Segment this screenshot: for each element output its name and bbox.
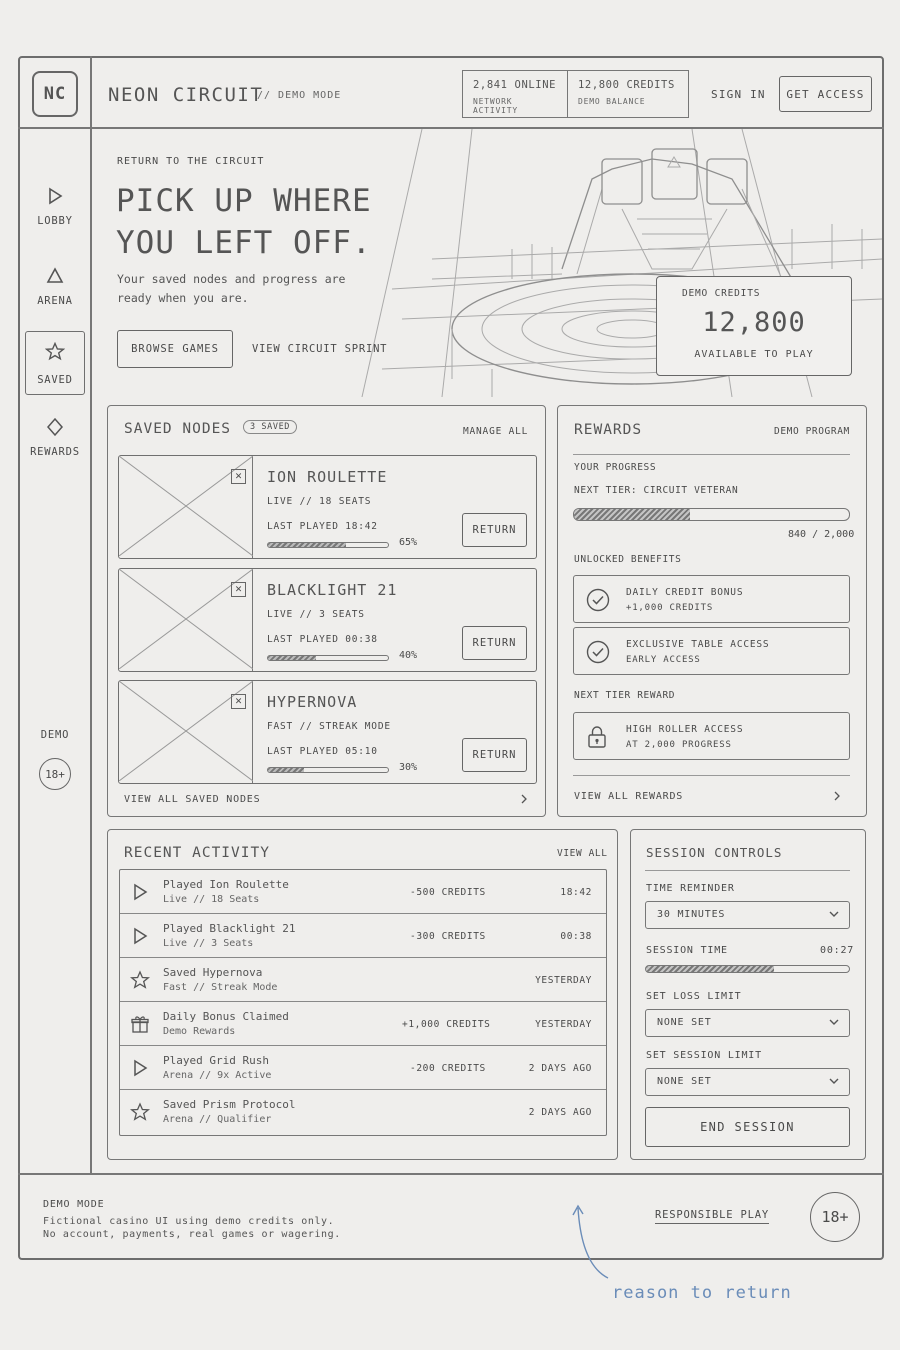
- sign-in-link[interactable]: SIGN IN: [711, 88, 766, 101]
- diamond-icon: [22, 414, 88, 440]
- age-badge: 18+: [39, 758, 71, 790]
- play-icon: [130, 926, 150, 946]
- sidebar-item-rewards[interactable]: [22, 414, 88, 458]
- chevron-down-icon: [829, 1018, 839, 1026]
- activity-sub: Arena // 9x Active: [163, 1070, 272, 1081]
- next-tier-label: NEXT TIER: CIRCUIT VETERAN: [574, 485, 739, 496]
- star-icon: [130, 1102, 150, 1122]
- annotation-text: reason to return: [612, 1283, 792, 1303]
- next-reward-card: [573, 712, 850, 760]
- hero-headline: PICK UP WHERE YOU LEFT OFF.: [116, 183, 372, 261]
- saved-node-card[interactable]: [118, 455, 537, 559]
- chevron-down-icon: [829, 1077, 839, 1085]
- next-reward-title: HIGH ROLLER ACCESS: [626, 724, 744, 735]
- remove-node-icon[interactable]: ✕: [231, 582, 246, 597]
- activity-amount: +1,000 CREDITS: [402, 1019, 491, 1030]
- activity-time: 2 DAYS AGO: [528, 1063, 592, 1074]
- rewards-divider: [573, 454, 850, 455]
- session-time-bar: [645, 965, 850, 973]
- play-icon: [130, 1058, 150, 1078]
- rewards-footer-divider: [573, 775, 850, 776]
- session-limit-label: SET SESSION LIMIT: [646, 1050, 762, 1061]
- node-sub: FAST // STREAK MODE: [267, 721, 391, 732]
- rewards-progress-label: 840 / 2,000: [788, 529, 855, 540]
- activity-title: Played Grid Rush: [163, 1054, 269, 1067]
- brand-mode: // DEMO MODE: [257, 90, 342, 101]
- node-sub: LIVE // 3 SEATS: [267, 609, 365, 620]
- node-progress-fill: [268, 543, 346, 547]
- activity-sub: Arena // Qualifier: [163, 1114, 272, 1125]
- session-controls-title: SESSION CONTROLS: [646, 845, 783, 860]
- saved-nodes-title: SAVED NODES: [124, 421, 232, 437]
- activity-time: 00:38: [560, 931, 592, 942]
- view-all-saved-link[interactable]: VIEW ALL SAVED NODES: [124, 794, 261, 805]
- time-reminder-label: TIME REMINDER: [646, 883, 735, 894]
- activity-amount: -200 CREDITS: [410, 1063, 486, 1074]
- benefit-detail: +1,000 CREDITS: [626, 603, 714, 613]
- session-time-value: 00:27: [820, 945, 855, 956]
- benefit-detail: EARLY ACCESS: [626, 655, 701, 665]
- online-stat: [462, 70, 568, 118]
- node-progress-fill: [268, 768, 304, 772]
- credits-card-value: 12,800: [702, 307, 806, 338]
- online-value: 2,841 ONLINE: [473, 79, 557, 91]
- online-label: NETWORK ACTIVITY: [473, 97, 518, 115]
- session-time-label: SESSION TIME: [646, 945, 728, 956]
- sidebar-item-label: LOBBY: [37, 215, 73, 227]
- activity-amount: -500 CREDITS: [410, 887, 486, 898]
- activity-title: Daily Bonus Claimed: [163, 1010, 289, 1023]
- next-reward-detail: AT 2,000 PROGRESS: [626, 740, 732, 750]
- footer-mode: DEMO MODE: [43, 1199, 105, 1210]
- node-progress-bar: [267, 767, 389, 773]
- activity-time: YESTERDAY: [535, 975, 592, 986]
- manage-all-link[interactable]: MANAGE ALL: [463, 426, 529, 437]
- time-reminder-value: 30 MINUTES: [657, 909, 726, 920]
- chevron-right-icon[interactable]: [833, 791, 841, 801]
- activity-row[interactable]: [120, 870, 606, 914]
- node-name: ION ROULETTE: [267, 468, 388, 486]
- play-icon: [130, 882, 150, 902]
- time-reminder-select[interactable]: [645, 901, 850, 929]
- end-session-button[interactable]: END SESSION: [645, 1107, 850, 1147]
- activity-row[interactable]: [120, 1090, 606, 1134]
- annotation-arrow: [568, 1200, 618, 1282]
- credits-stat: [567, 70, 689, 118]
- node-last-played: LAST PLAYED 18:42: [267, 521, 378, 532]
- return-button[interactable]: RETURN: [462, 513, 527, 547]
- demo-credits-card: [656, 276, 852, 376]
- unlocked-benefits-heading: UNLOCKED BENEFITS: [574, 554, 682, 565]
- activity-row[interactable]: [120, 958, 606, 1002]
- node-last-played: LAST PLAYED 05:10: [267, 746, 378, 757]
- browse-games-button[interactable]: BROWSE GAMES: [117, 330, 233, 368]
- activity-time: 2 DAYS AGO: [528, 1107, 592, 1118]
- node-last-played: LAST PLAYED 00:38: [267, 634, 378, 645]
- footer-note-1: Fictional casino UI using demo credits only.: [43, 1216, 335, 1227]
- hero-eyebrow: RETURN TO THE CIRCUIT: [117, 156, 265, 167]
- chevron-down-icon: [829, 910, 839, 918]
- loss-limit-select[interactable]: [645, 1009, 850, 1037]
- remove-node-icon[interactable]: ✕: [231, 694, 246, 709]
- loss-limit-value: NONE SET: [657, 1017, 712, 1028]
- activity-row[interactable]: [120, 1046, 606, 1090]
- rewards-title: REWARDS: [574, 422, 643, 438]
- star-icon: [26, 342, 84, 361]
- activity-time: 18:42: [560, 887, 592, 898]
- footer-note-2: No account, payments, real games or wagering.: [43, 1229, 341, 1240]
- sidebar-item-label: SAVED: [37, 374, 73, 386]
- node-progress-bar: [267, 542, 389, 548]
- rewards-progress-bar: [573, 508, 850, 521]
- get-access-button[interactable]: GET ACCESS: [779, 76, 872, 112]
- your-progress-label: YOUR PROGRESS: [574, 462, 657, 473]
- check-circle-icon: [586, 640, 610, 664]
- node-progress-label: 40%: [399, 650, 418, 661]
- view-all-rewards-link[interactable]: VIEW ALL REWARDS: [574, 791, 684, 802]
- brand-name: NEON CIRCUIT: [108, 84, 264, 106]
- triangle-icon: [22, 263, 88, 289]
- rewards-program: DEMO PROGRAM: [774, 426, 850, 437]
- node-progress-bar: [267, 655, 389, 661]
- node-progress-label: 30%: [399, 762, 418, 773]
- chevron-right-icon[interactable]: [520, 794, 528, 804]
- activity-row[interactable]: [120, 914, 606, 958]
- node-progress-label: 65%: [399, 537, 418, 548]
- benefit-card: [573, 575, 850, 623]
- check-circle-icon: [586, 588, 610, 612]
- footer-divider: [18, 1173, 884, 1175]
- gift-icon: [130, 1014, 150, 1034]
- saved-node-card[interactable]: [118, 680, 537, 784]
- activity-sub: Demo Rewards: [163, 1026, 236, 1037]
- activity-row[interactable]: [120, 1002, 606, 1046]
- saved-count-badge: 3 SAVED: [243, 420, 297, 434]
- activity-time: YESTERDAY: [535, 1019, 592, 1030]
- activity-sub: Live // 3 Seats: [163, 938, 254, 949]
- loss-limit-label: SET LOSS LIMIT: [646, 991, 742, 1002]
- activity-view-all-link[interactable]: VIEW ALL: [557, 848, 608, 859]
- logo[interactable]: NC: [32, 71, 78, 117]
- saved-node-card[interactable]: [118, 568, 537, 672]
- recent-activity-title: RECENT ACTIVITY: [124, 845, 270, 861]
- rewards-progress-fill: [574, 509, 690, 520]
- benefit-card: [573, 627, 850, 675]
- lock-icon: [587, 725, 607, 749]
- benefit-title: DAILY CREDIT BONUS: [626, 587, 744, 598]
- credits-card-label: DEMO CREDITS: [682, 288, 761, 299]
- remove-node-icon[interactable]: ✕: [231, 469, 246, 484]
- benefit-title: EXCLUSIVE TABLE ACCESS: [626, 639, 770, 650]
- activity-title: Saved Prism Protocol: [163, 1098, 296, 1111]
- return-button[interactable]: RETURN: [462, 626, 527, 660]
- sidebar-item-saved[interactable]: [25, 331, 85, 395]
- session-limit-select[interactable]: [645, 1068, 850, 1096]
- node-name: BLACKLIGHT 21: [267, 581, 398, 599]
- credits-label: DEMO BALANCE: [578, 97, 646, 106]
- next-tier-reward-heading: NEXT TIER REWARD: [574, 690, 676, 701]
- credits-value: 12,800 CREDITS: [578, 79, 675, 91]
- return-button[interactable]: RETURN: [462, 738, 527, 772]
- activity-amount: -300 CREDITS: [410, 931, 486, 942]
- hero-lede: Your saved nodes and progress are ready when you are.: [117, 272, 346, 305]
- activity-title: Saved Hypernova: [163, 966, 263, 979]
- node-name: HYPERNOVA: [267, 693, 358, 711]
- node-sub: LIVE // 18 SEATS: [267, 496, 372, 507]
- sidebar-item-lobby[interactable]: [22, 183, 88, 227]
- sidebar-item-arena[interactable]: [22, 263, 88, 307]
- activity-sub: Fast // Streak Mode: [163, 982, 278, 993]
- credits-card-caption: AVAILABLE TO PLAY: [694, 349, 814, 360]
- sidebar-item-label: ARENA: [37, 295, 73, 307]
- sidebar-item-label: REWARDS: [30, 446, 80, 458]
- session-divider: [645, 870, 850, 871]
- footer-age-badge: 18+: [810, 1192, 860, 1242]
- activity-title: Played Blacklight 21: [163, 922, 296, 935]
- activity-table: [119, 869, 607, 1136]
- activity-sub: Live // 18 Seats: [163, 894, 260, 905]
- activity-title: Played Ion Roulette: [163, 878, 289, 891]
- sidebar-demo-label: DEMO: [40, 729, 70, 741]
- responsible-play-link[interactable]: RESPONSIBLE PLAY: [655, 1209, 769, 1224]
- node-progress-fill: [268, 656, 316, 660]
- session-limit-value: NONE SET: [657, 1076, 712, 1087]
- star-icon: [130, 970, 150, 990]
- session-time-fill: [646, 966, 774, 972]
- play-icon: [22, 183, 88, 209]
- view-circuit-sprint-link[interactable]: VIEW CIRCUIT SPRINT: [252, 343, 388, 355]
